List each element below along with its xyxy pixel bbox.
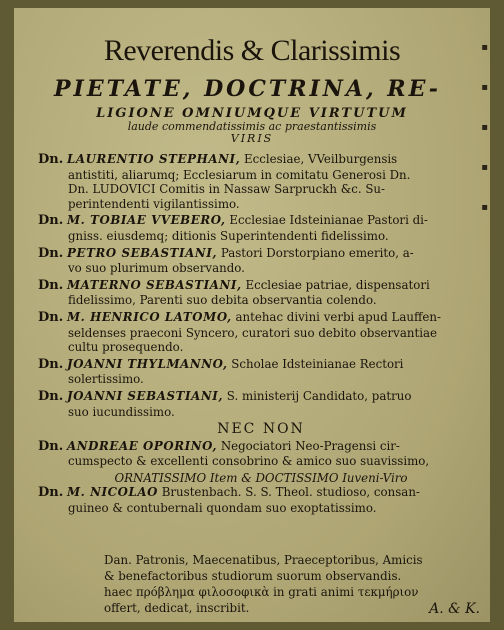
dedicatee-entry (38, 246, 484, 276)
dedicatee-entry (38, 357, 484, 387)
dedicatee-continuation: Dn. LUDOVICI Comitis in Nassaw Sarpruckh &c. Su- (68, 182, 386, 197)
honorific: Dn. (38, 388, 64, 404)
dedicatee-continuation: seldenses praeconi Syncero, curatori suo debito observantiae (68, 325, 437, 340)
dedication-subtitle: PIETATE, DOCTRINA, RE- (54, 76, 441, 102)
viris-heading: VIRIS (230, 132, 274, 145)
dedicatee-entry (38, 389, 484, 419)
dedicatee-entry (38, 310, 484, 355)
dedicatee-continuation: gniss. eiusdemq; ditionis Superintendenti fidelissimo. (68, 228, 389, 243)
closing-line: offert, dedicat, inscribit. (104, 601, 250, 615)
dedicatee-title: Negociatori Neo-Pragensi cir- (220, 438, 400, 453)
dedication-line-3: LIGIONE OMNIUMQUE VIRTUTUM (96, 106, 408, 121)
dedicatee-title: Pastori Dorstorpiano emerito, a- (220, 245, 414, 260)
page-edge: ▪ ▪ ▪ ▪ ▪ (481, 42, 488, 213)
dedicatee-title: antehac divini verbi apud Lauffen- (235, 309, 441, 324)
dedicatee-name: M. NICOLAO (67, 485, 158, 500)
dedicatee-continuation: vo suo plurimum observando. (68, 261, 245, 276)
dedicatee-continuation: guineo & contubernali quondam suo exoptatissimo. (68, 501, 377, 516)
nec-non-heading: NEC NON (217, 421, 305, 438)
dedication-line-4: laude commendatissimis ac praestantissimis (127, 120, 377, 133)
closing-paragraph (104, 552, 482, 616)
dedicatee-title: Scholae Idsteinianae Rectori (231, 356, 404, 371)
honorific: Dn. (38, 309, 64, 325)
dedicatee-title: Ecclesiae Idsteinianae Pastori di- (229, 213, 428, 228)
honorific: Dn. (38, 213, 64, 229)
dedicatee-name: MATERNO SEBASTIANI, (67, 277, 242, 292)
document-page (14, 8, 490, 622)
honorific: Dn. (38, 245, 64, 261)
ornatissimo-line: ORNATISSIMO Item & DOCTISSIMO Iuveni-Viro (114, 470, 408, 485)
dedicatee-name: JOANNI SEBASTIANI, (67, 388, 224, 403)
dedicatee-entry (38, 152, 484, 211)
closing-line: & benefactoribus studiorum suorum observandis. (104, 569, 402, 583)
author-initials: A. & K. (429, 601, 480, 617)
honorific: Dn. (38, 277, 64, 293)
dedicatee-name: PETRO SEBASTIANI, (67, 245, 218, 260)
honorific: Dn. (38, 438, 64, 454)
dedicatee-entry (38, 439, 484, 469)
honorific: Dn. (38, 485, 64, 501)
closing-line: Dan. Patronis, Maecenatibus, Praeceptoribus, Amicis (104, 553, 423, 567)
dedicatee-list (38, 152, 484, 518)
dedicatee-title: S. ministerij Candidato, patruo (226, 388, 412, 403)
dedicatee-continuation: solertissimo. (68, 372, 144, 387)
dedicatee-name: JOANNI THYLMANNO, (67, 356, 228, 371)
honorific: Dn. (38, 356, 64, 372)
dedicatee-entry (38, 278, 484, 308)
dedicatee-continuation: fidelissimo, Parenti suo debita observantia colendo. (68, 293, 377, 308)
closing-line: haec πρόβλημα φιλοσοφικὰ in grati animi τεκμήριον (104, 585, 419, 599)
dedicatee-continuation: perintendenti vigilantissimo. (68, 196, 240, 211)
dedicatee-title: Ecclesiae, VVeilburgensis (244, 152, 398, 166)
dedicatee-continuation: suo iucundissimo. (68, 404, 175, 419)
honorific: Dn. (38, 152, 64, 167)
dedication-title: Reverendis & Clarissimis (103, 34, 401, 67)
dedicatee-entry (38, 213, 484, 243)
dedicatee-name: ANDREAE OPORINO, (67, 438, 218, 453)
dedicatee-name: M. HENRICO LATOMO, (67, 309, 232, 324)
dedicatee-continuation: cumspecto & excellenti consobrino & amico suo suavissimo, (68, 454, 430, 469)
dedicatee-continuation: cultu prosequendo. (68, 340, 184, 355)
dedicatee-name: LAURENTIO STEPHANI, (67, 152, 241, 166)
dedicatee-name: M. TOBIAE VVEBERO, (67, 213, 226, 228)
dedicatee-title: Ecclesiae patriae, dispensatori (245, 277, 430, 292)
dedicatee-continuation: antistiti, aliarumq; Ecclesiarum in comitatu Generosi Dn. (68, 167, 411, 182)
dedicatee-entry (38, 485, 484, 515)
dedicatee-title: Brustenbach. S. S. Theol. studioso, consan- (161, 485, 420, 500)
